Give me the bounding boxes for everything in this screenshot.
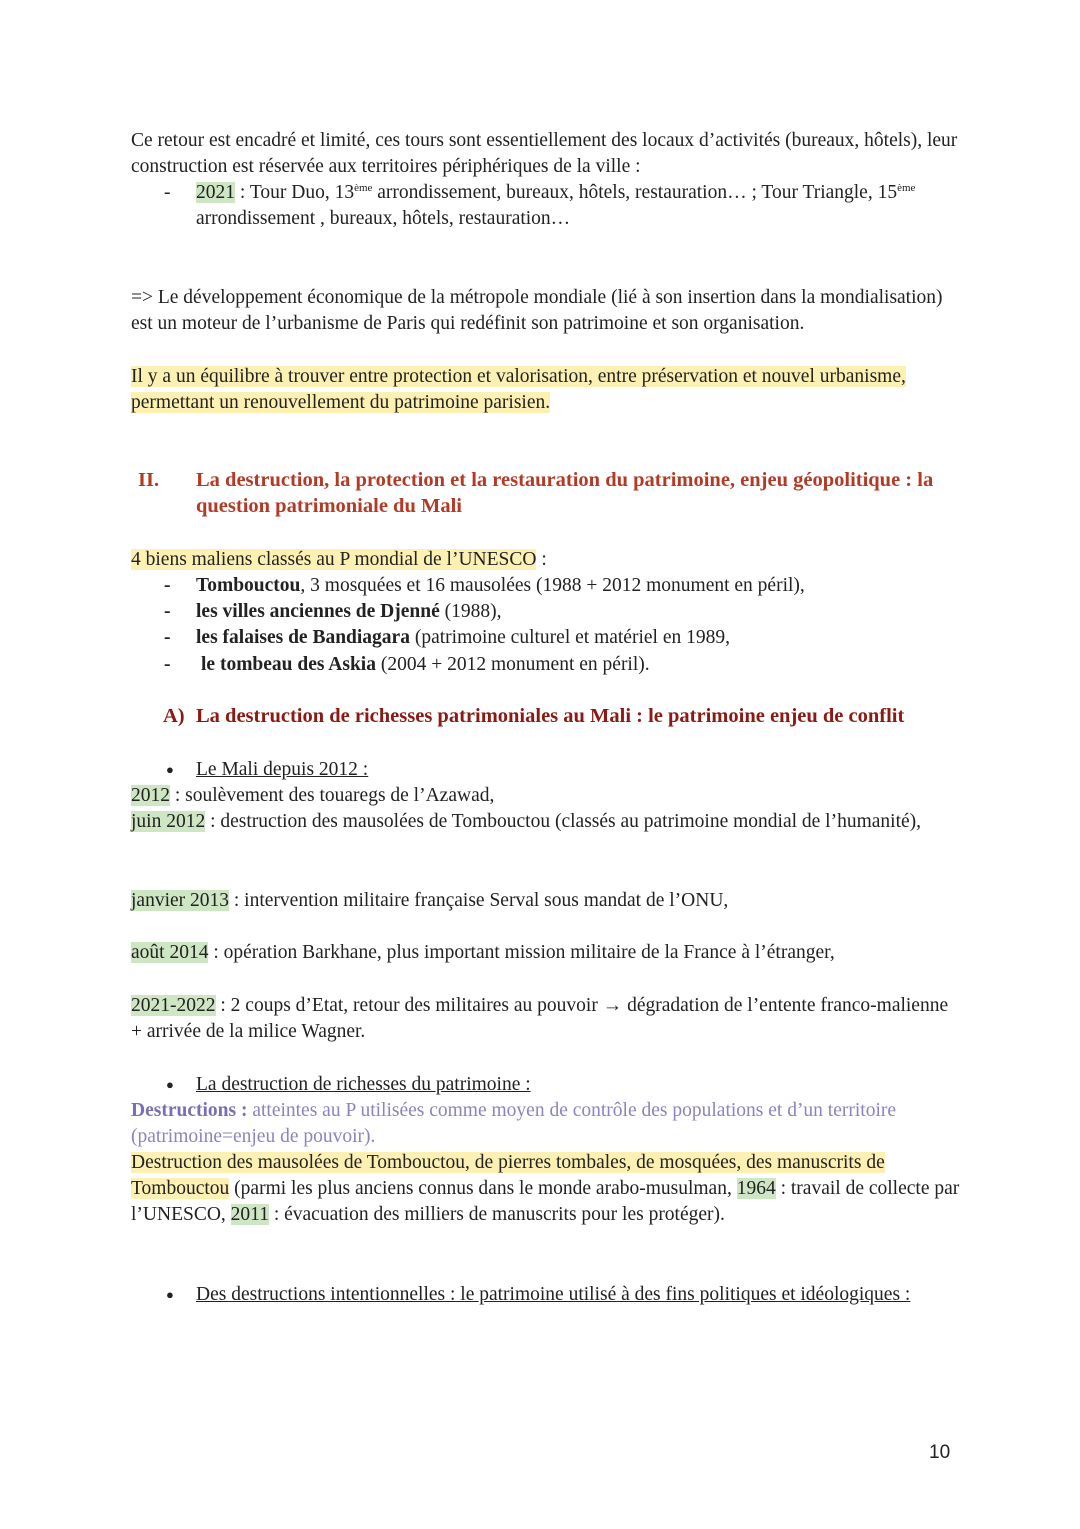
list-item: - les villes anciennes de Djenné (1988), xyxy=(196,599,961,625)
event-2021-2022: 2021-2022 : 2 coups d’Etat, retour des militaires au pouvoir → dégradation de l’entente franco-malienne + arrivée de la milice Wagner. xyxy=(131,995,949,1043)
event-2012: 2012 : soulèvement des touaregs de l’Azawad, xyxy=(131,785,495,806)
event-janvier-2013: janvier 2013 : intervention militaire française Serval sous mandat de l’ONU, xyxy=(131,890,729,911)
bullet-destruction: ● La destruction de richesses du patrimoine : xyxy=(196,1072,916,1098)
intro-paragraph: Ce retour est encadré et limité, ces tours sont essentiellement des locaux d’activités (bureaux, hôtels), leur construction est réservée aux territoires périphériques de la ville : xyxy=(131,130,958,178)
conclusion-paragraph: => Le développement économique de la métropole mondiale (lié à son insertion dans la mondialisation) est un moteur de l’urbanisme de Paris qui redéfinit son patrimoine et son organisation. xyxy=(131,287,943,335)
page-number: 10 xyxy=(929,1442,951,1463)
bullet-intentional: ● Des destructions intentionnelles : le patrimoine utilisé à des fins politiques et idéologiques : xyxy=(196,1282,916,1308)
unesco-intro: 4 biens maliens classés au P mondial de l’UNESCO : xyxy=(131,549,547,570)
subsection-number: A) xyxy=(163,705,185,727)
definition-destructions: Destructions : atteintes au P utilisées comme moyen de contrôle des populations et d’un territoire (patrimoine=enjeu de pouvoir). xyxy=(131,1100,897,1148)
section-number: II. xyxy=(138,469,160,491)
destruction-paragraph: Destruction des mausolées de Tombouctou, de pierres tombales, de mosquées, des manuscrits de Tombouctou (parmi les plus anciens connus dans le monde arabo-musulman, 1964 : travail de collecte par l’UNESCO, 2011 : évacuation des milliers de manuscrits pour les protéger). xyxy=(131,1152,960,1226)
list-item: - le tombeau des Askia (2004 + 2012 monument en péril). xyxy=(196,652,961,678)
list-item: - 2021 : Tour Duo, 13ème arrondissement, bureaux, hôtels, restauration… ; Tour Triangle, 15ème arrondissement , bureaux, hôtels, restauration… xyxy=(196,180,961,232)
section-title: La destruction, la protection et la restauration du patrimoine, enjeu géopolitique : la question patrimoniale du Mali xyxy=(196,469,934,518)
event-juin-2012: juin 2012 : destruction des mausolées de Tombouctou (classés au patrimoine mondial de l’humanité), xyxy=(131,811,922,832)
list-item: - les falaises de Bandiagara (patrimoine culturel et matériel en 1989, xyxy=(196,625,961,651)
tower-list xyxy=(196,180,961,232)
unesco-list xyxy=(196,573,961,678)
subsection-heading-a xyxy=(163,703,953,729)
year-highlight: 2021 xyxy=(196,182,235,203)
conclusion-highlight: Il y a un équilibre à trouver entre protection et valorisation, entre préservation et nouvel urbanisme, permettant un renouvellement du patrimoine parisien. xyxy=(131,366,906,414)
list-item: - Tombouctou, 3 mosquées et 16 mausolées (1988 + 2012 monument en péril), xyxy=(196,573,961,599)
subsection-title: La destruction de richesses patrimoniales au Mali : le patrimoine enjeu de conflit xyxy=(196,705,905,727)
event-aout-2014: août 2014 : opération Barkhane, plus important mission militaire de la France à l’étranger, xyxy=(131,942,835,963)
bullet-mali: ● Le Mali depuis 2012 : xyxy=(196,757,916,783)
section-heading-2 xyxy=(131,467,961,519)
